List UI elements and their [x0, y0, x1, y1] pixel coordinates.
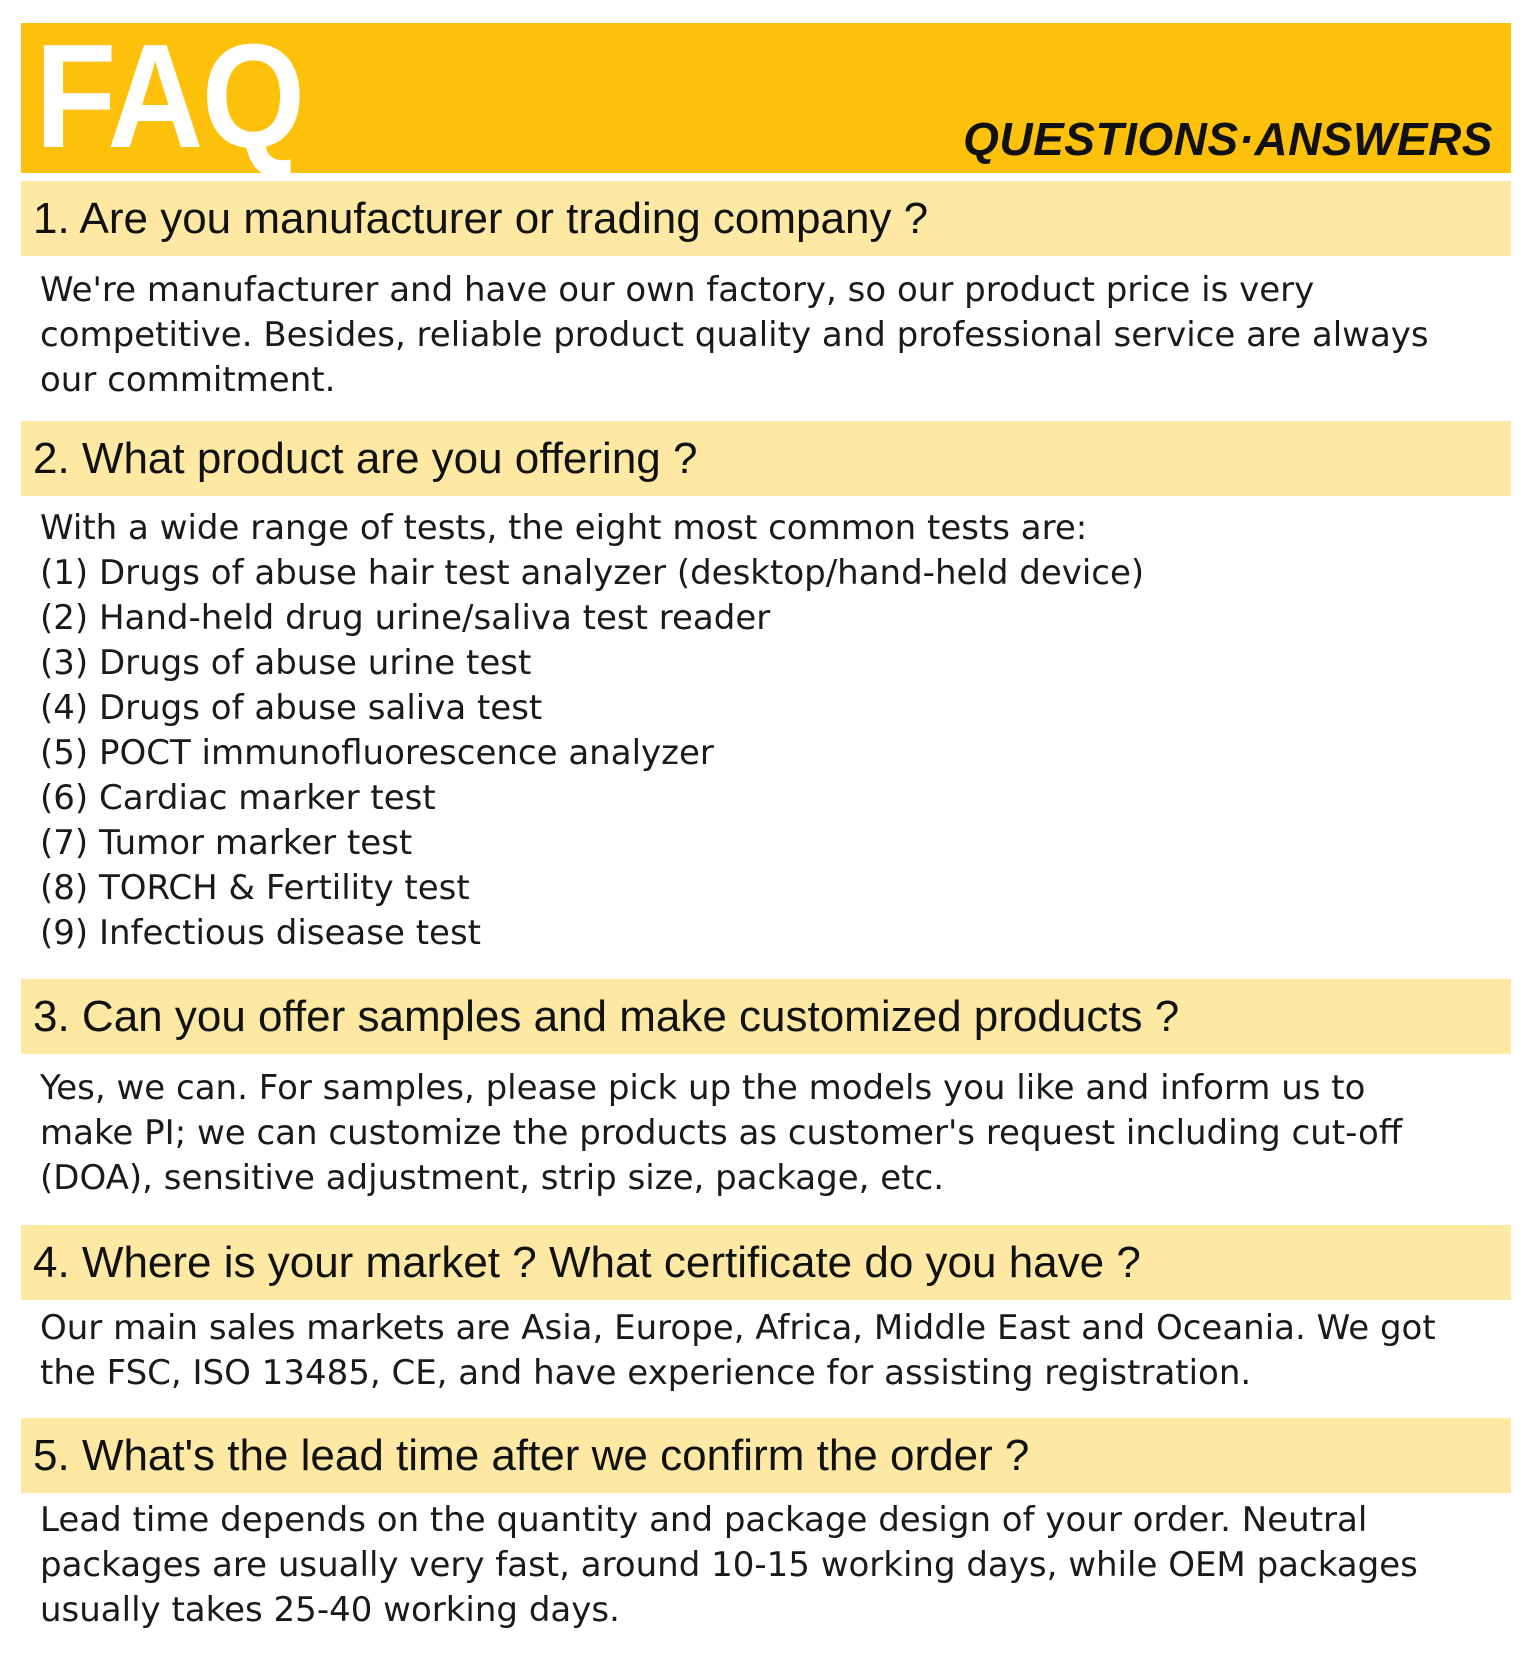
- question-text: 1. Are you manufacturer or trading company ?: [33, 194, 929, 243]
- faq-question-4: [21, 1225, 1511, 1300]
- list-item: (6) Cardiac marker test: [40, 778, 436, 818]
- faq-answer-1: [40, 268, 1490, 403]
- page-subtitle: QUESTIONS·ANSWERS: [963, 113, 1493, 165]
- faq-question-3: [21, 979, 1511, 1054]
- answer-line: We're manufacturer and have our own factory, so our product price is very: [40, 270, 1315, 310]
- answer-line: (DOA), sensitive adjustment, strip size, package, etc.: [40, 1158, 945, 1198]
- answer-line: usually takes 25-40 working days.: [40, 1590, 620, 1630]
- faq-answer-3: [40, 1066, 1490, 1201]
- faq-answer-4: [40, 1306, 1490, 1396]
- question-text: 5. What's the lead time after we confirm the order ?: [33, 1431, 1030, 1480]
- question-text: 4. Where is your market ? What certificate do you have ?: [33, 1238, 1141, 1287]
- list-item: (5) POCT immunofluorescence analyzer: [40, 733, 714, 773]
- faq-answer-5: [40, 1498, 1490, 1633]
- list-item: (9) Infectious disease test: [40, 913, 482, 953]
- answer-line: the FSC, ISO 13485, CE, and have experience for assisting registration.: [40, 1353, 1252, 1393]
- page-title: FAQ: [35, 14, 304, 179]
- product-list: [40, 551, 1490, 956]
- list-item: (4) Drugs of abuse saliva test: [40, 688, 543, 728]
- faq-answer-2: [40, 506, 1490, 956]
- list-item: (1) Drugs of abuse hair test analyzer (desktop/hand-held device): [40, 553, 1145, 593]
- answer-line: our commitment.: [40, 360, 336, 400]
- list-item: (2) Hand-held drug urine/saliva test reader: [40, 598, 771, 638]
- answer-line: make PI; we can customize the products as customer's request including cut-off: [40, 1113, 1403, 1153]
- answer-line: Lead time depends on the quantity and package design of your order. Neutral: [40, 1500, 1368, 1540]
- answer-line: packages are usually very fast, around 10-15 working days, while OEM packages: [40, 1545, 1418, 1585]
- faq-banner: [21, 14, 1511, 179]
- question-text: 3. Can you offer samples and make customized products ?: [33, 992, 1180, 1041]
- list-item: (8) TORCH & Fertility test: [40, 868, 470, 908]
- answer-intro: With a wide range of tests, the eight most common tests are:: [40, 508, 1088, 548]
- faq-question-5: [21, 1418, 1511, 1493]
- faq-question-2: [21, 421, 1511, 496]
- faq-question-1: [21, 181, 1511, 256]
- list-item: (3) Drugs of abuse urine test: [40, 643, 532, 683]
- answer-line: Our main sales markets are Asia, Europe, Africa, Middle East and Oceania. We got: [40, 1308, 1436, 1348]
- answer-line: Yes, we can. For samples, please pick up the models you like and inform us to: [40, 1068, 1366, 1108]
- list-item: (7) Tumor marker test: [40, 823, 413, 863]
- question-text: 2. What product are you offering ?: [33, 434, 698, 483]
- answer-line: competitive. Besides, reliable product quality and professional service are always: [40, 315, 1429, 355]
